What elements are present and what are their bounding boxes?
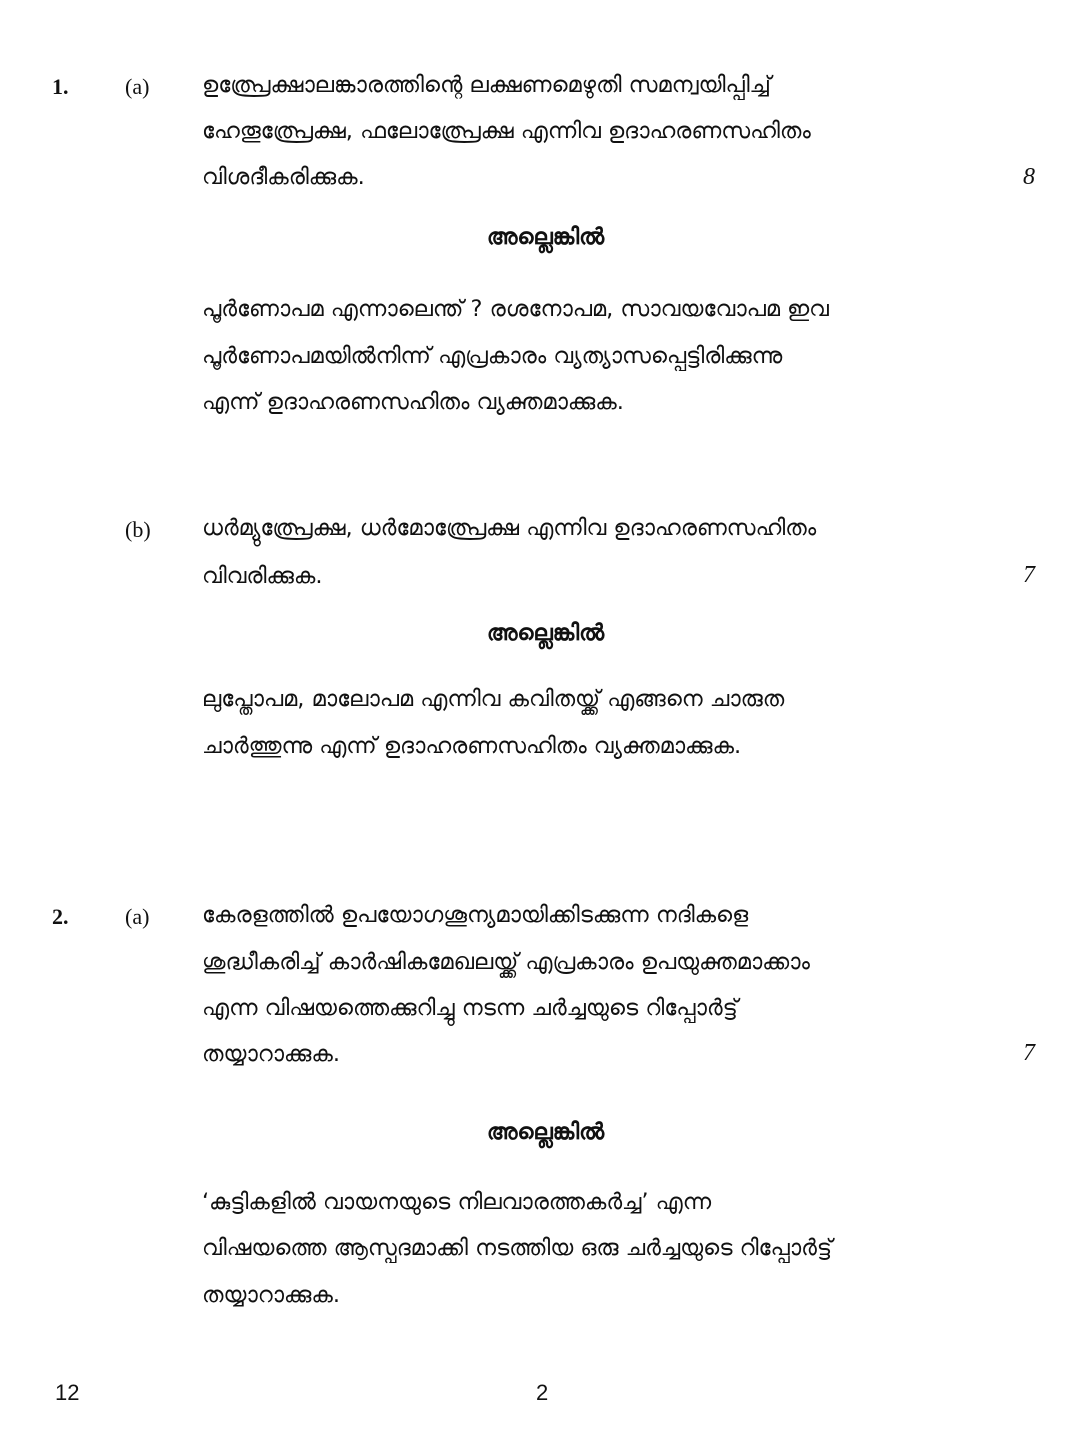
question-1b-or-heading (0, 620, 1091, 646)
question-1b-marks: 7 (1023, 562, 1035, 588)
question-1a-line-3: വിശദീകരിക്കുക. (202, 164, 365, 190)
question-1-number: 1. (52, 74, 69, 99)
question-2a-alt-line-1: ‘കുട്ടികളിൽ വായനയുടെ നിലവാരത്തകർച്ച’ എന്ന (202, 1189, 712, 1215)
question-1a-alt-line-1: പൂർണോപമ എന്നാലെന്ത് ? രശനോപമ, സാവയവോപമ ഇവ (202, 296, 829, 322)
question-2-number: 2. (52, 904, 69, 929)
question-1b-line-2: വിവരിക്കുക. (202, 563, 323, 589)
question-2a-or-heading (0, 1119, 1091, 1145)
question-1a-label: (a) (125, 74, 150, 99)
question-2a-line-4: തയ്യാറാക്കുക. (202, 1041, 341, 1067)
question-1a-alt-line-3: എന്ന് ഉദാഹരണസഹിതം വ്യക്തമാക്കുക. (202, 389, 624, 415)
question-2a-or-text: അല്ലെങ്കിൽ (486, 1119, 605, 1145)
question-2a-marks: 7 (1023, 1040, 1035, 1066)
question-1a-line-1: ഉത്പ്രേക്ഷാലങ്കാരത്തിന്റെ ലക്ഷണമെഴുതി സമന്വയിപ്പിച്ച് (202, 72, 771, 98)
question-2a-alt-line-3: തയ്യാറാക്കുക. (202, 1282, 341, 1308)
question-2a-line-2: ശുദ്ധീകരിച്ച് കാർഷികമേഖലയ്ക്ക് എപ്രകാരം ഉപയുക്തമാക്കാം (202, 949, 810, 975)
question-2a-alt-line-2: വിഷയത്തെ ആസ്പദമാക്കി നടത്തിയ ഒരു ചർച്ചയുടെ റിപ്പോർട്ട് (202, 1235, 833, 1261)
question-1b-or-text: അല്ലെങ്കിൽ (486, 620, 605, 646)
question-2a-label: (a) (125, 904, 150, 929)
question-1b-label: (b) (125, 517, 151, 542)
question-1a-or-text: അല്ലെങ്കിൽ (486, 224, 605, 250)
question-1a-marks: 8 (1023, 164, 1035, 190)
question-2a-line-1: കേരളത്തിൽ ഉപയോഗശൂന്യമായിക്കിടക്കുന്ന നദികളെ (202, 902, 749, 928)
question-2a-line-3: എന്ന വിഷയത്തെക്കുറിച്ചു നടന്ന ചർച്ചയുടെ റിപ്പോർട്ട് (202, 995, 738, 1021)
footer-page-number: 2 (536, 1380, 549, 1405)
footer-paper-code: 12 (55, 1380, 80, 1405)
question-1b-alt-line-1: ലുപ്തോപമ, മാലോപമ എന്നിവ കവിതയ്ക്ക് എങ്ങനെ ചാരുത (202, 686, 785, 712)
question-1a-line-2: ഹേതൂത്പ്രേക്ഷ, ഫലോത്പ്രേക്ഷ എന്നിവ ഉദാഹരണസഹിതം (202, 118, 811, 144)
question-1b-alt-line-2: ചാർത്തുന്നു എന്ന് ഉദാഹരണസഹിതം വ്യക്തമാക്കുക. (202, 733, 742, 759)
question-1a-or-heading (0, 224, 1091, 250)
question-1a-alt-line-2: പൂർണോപമയിൽനിന്ന് എപ്രകാരം വ്യത്യാസപ്പെട്ടിരിക്കുന്നു (202, 343, 783, 369)
question-1b-line-1: ധർമ്യുത്പ്രേക്ഷ, ധർമോത്പ്രേക്ഷ എന്നിവ ഉദാഹരണസഹിതം (202, 515, 817, 541)
